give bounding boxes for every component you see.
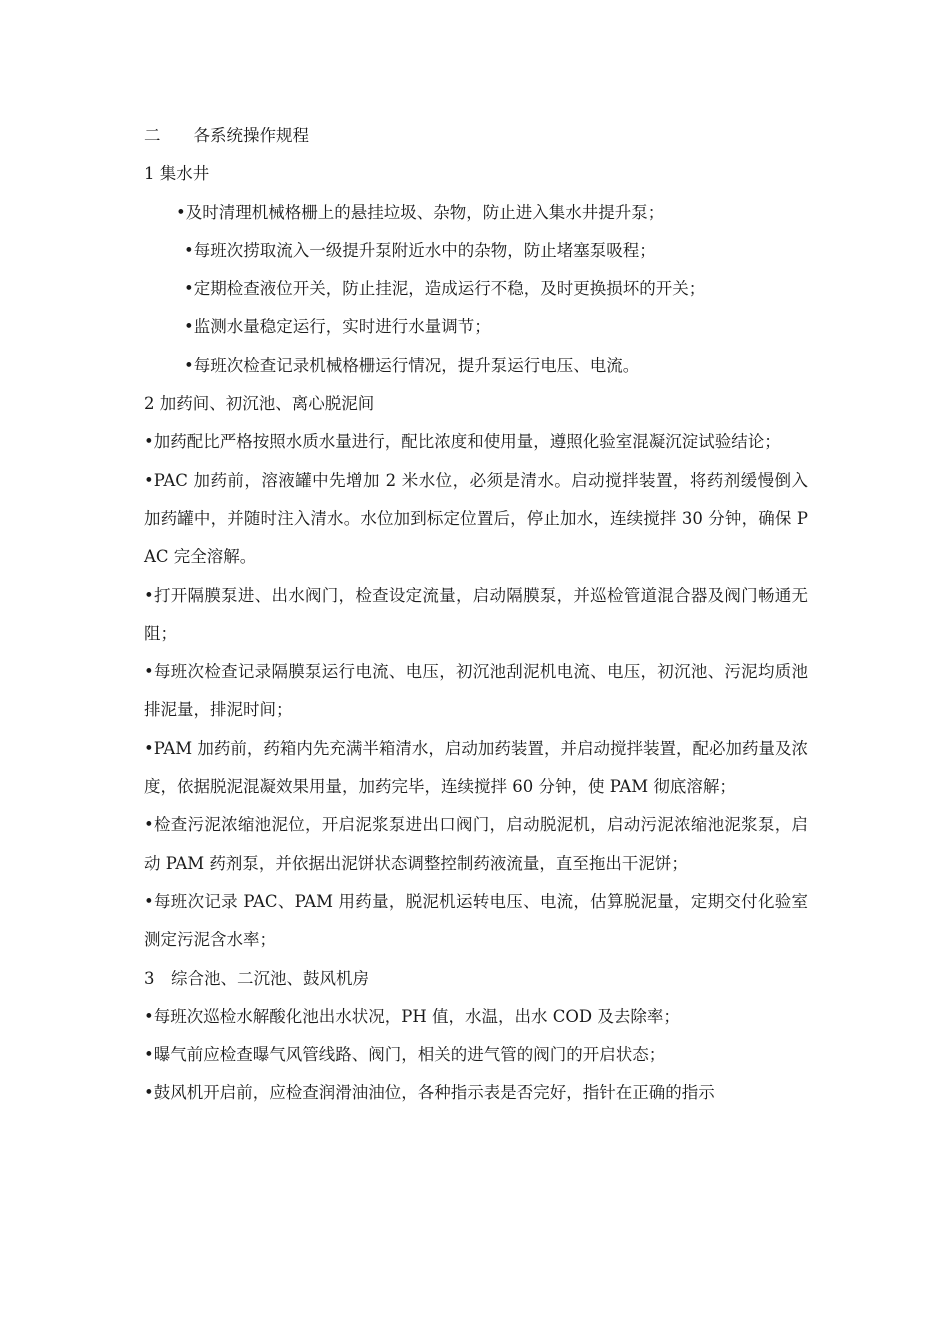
list-item: •每班次巡检水解酸化池出水状况，PH 值，水温，出水 COD 及去除率； [144,1006,680,1026]
list-item: •PAM 加药前，药箱内先充满半箱清水，启动加药装置，并启动搅拌装置，配必加药量及浓度，依据脱泥混凝效果用量，加药完毕，连续搅拌 60 分钟，使 PAM 彻底溶解； [144,738,808,797]
list-item: •检查污泥浓缩池泥位，开启泥浆泵进出口阀门，启动脱泥机，启动污泥浓缩池泥浆泵，启动 PAM 药剂泵，并依据出泥饼状态调整控制药液流量，直至拖出干泥饼； [144,815,808,873]
section-heading-2: 2 加药间、初沉池、离心脱泥间 [144,394,375,414]
list-item: •每班次检查记录隔膜泵运行电流、电压，初沉池刮泥机电流、电压，初沉池、污泥均质池排泥量，排泥时间； [144,662,808,720]
list-item: •每班次记录 PAC、PAM 用药量，脱泥机运转电压、电流，估算脱泥量，定期交付化验室测定污泥含水率； [144,891,808,950]
section-heading-1: 1 集水井 [144,164,210,184]
list-item: •监测水量稳定运行，实时进行水量调节； [184,317,491,337]
list-item: •打开隔膜泵进、出水阀门，检查设定流量，启动隔膜泵，并巡检管道混合器及阀门畅通无阻； [144,585,808,643]
list-item: •曝气前应检查曝气风管线路、阀门，相关的进气管的阀门的开启状态； [144,1045,666,1065]
list-item: •鼓风机开启前，应检查润滑油油位，各种指示表是否完好，指针在正确的指示 [144,1083,715,1103]
list-item: •及时清理机械格栅上的悬挂垃圾、杂物，防止进入集水井提升泵； [176,202,665,222]
list-item: •每班次检查记录机械格栅运行情况，提升泵运行电压、电流。 [184,355,640,375]
page-title: 二 各系统操作规程 [144,126,309,145]
document-body [144,117,808,1113]
list-item: •加药配比严格按照水质水量进行，配比浓度和使用量，遵照化验室混凝沉淀试验结论； [144,432,781,452]
section-heading-3: 3 综合池、二沉池、鼓风机房 [144,968,369,988]
list-item: •PAC 加药前，溶液罐中先增加 2 米水位，必须是清水。启动搅拌装置，将药剂缓慢倒入加药罐中，并随时注入清水。水位加到标定位置后，停止加水，连续搅拌 30 分钟，确保 PAC 完全溶解。 [144,470,808,567]
list-item: •定期检查液位开关，防止挂泥，造成运行不稳，及时更换损坏的开关； [184,279,706,299]
list-item: •每班次捞取流入一级提升泵附近水中的杂物，防止堵塞泵吸程； [184,240,656,260]
